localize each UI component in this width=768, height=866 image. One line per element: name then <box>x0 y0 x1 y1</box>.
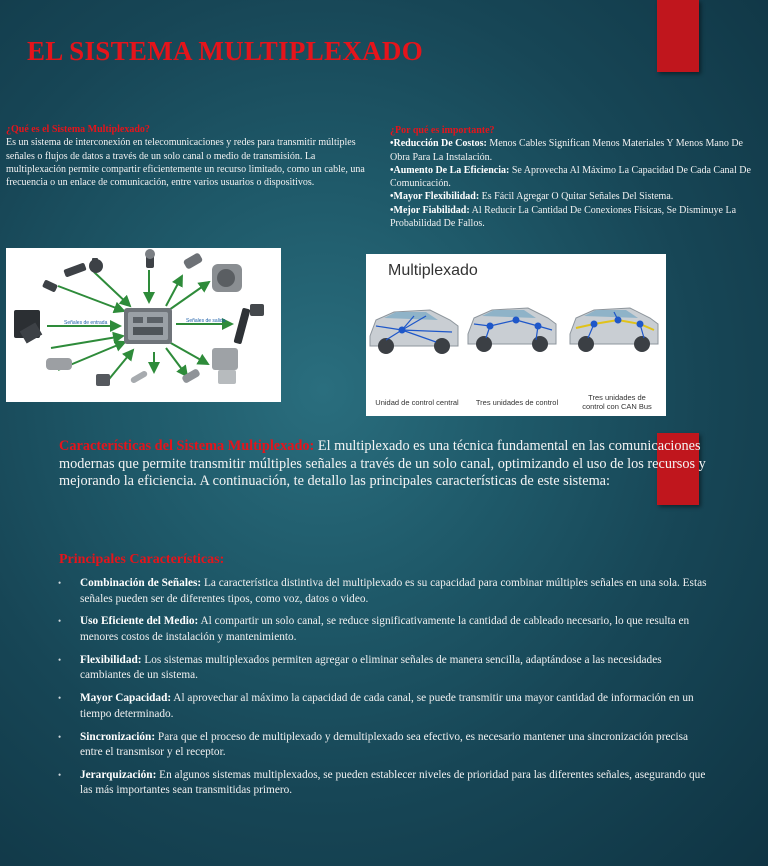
importance-item-label: •Reducción De Costos: <box>390 138 487 150</box>
importance-item <box>390 137 760 164</box>
feature-label: Sincronización: <box>80 730 156 743</box>
input-signals-label: Señales de entrada <box>64 320 108 326</box>
importance-item-text: Menos Cables Significan Menos Materiales Y Menos Mano De Obra Para La Instalación. <box>390 138 743 163</box>
list-item <box>58 691 708 722</box>
feature-text: Al aprovechar al máximo la capacidad de cada canal, se puede transmitir una mayor cantidad de información en un tiempo determinado. <box>80 692 694 720</box>
bullet-icon: • <box>58 731 62 742</box>
page-title: EL SISTEMA MULTIPLEXADO <box>27 36 424 66</box>
features-list <box>58 576 708 806</box>
caption-can-bus: Tres unidades de control con CAN Bus <box>582 393 652 411</box>
feature-label: Uso Eficiente del Medio: <box>80 615 199 628</box>
bullet-icon: • <box>58 769 62 780</box>
importance-item-text: Es Fácil Agregar O Quitar Señales Del Sistema. <box>479 191 674 203</box>
sensors-diagram-svg <box>6 248 281 402</box>
feature-label: Jerarquización: <box>80 768 157 781</box>
feature-text: Al compartir un solo canal, se reduce significativamente la cantidad de cableado necesario, lo que resulta en menores costos de instalación y mantenimiento. <box>80 615 690 643</box>
ecu-icon <box>124 308 172 344</box>
characteristics-text: El multiplexado es una técnica fundamental en las comunicaciones modernas que permite transmitir múltiples señales a través de un solo canal, optimizando el uso de los recursos y mejorando la eficiencia. A continuación, te detallo las principales características de este sistema: <box>59 438 706 489</box>
car-icon <box>570 308 658 352</box>
feature-text: En algunos sistemas multiplexados, se pueden establecer niveles de prioridad para las diferentes señales, asegurando que las más importantes sean transmitidas primero. <box>80 768 706 797</box>
feature-text: Los sistemas multiplexados permiten agregar o eliminar señales de manera sencilla, adaptándose a las necesidades cambiantes de un sistema. <box>80 653 662 682</box>
diagram-title: Multiplexado <box>388 262 478 279</box>
list-item <box>58 576 708 607</box>
caption-central-unit: Unidad de control central <box>375 398 459 407</box>
decorative-red-tab-top <box>657 0 699 72</box>
bullet-icon: • <box>58 578 62 588</box>
bullet-icon: • <box>58 616 62 627</box>
multiplex-sensors-diagram <box>6 248 281 402</box>
car-icon <box>468 308 556 352</box>
importance-heading: ¿Por qué es importante? <box>390 125 495 136</box>
output-signals-label: Señales de salida <box>186 318 226 324</box>
feature-text: Para que el proceso de multiplexado y demultiplexado sea efectivo, es necesario mantener una sincronización precisa entre el transmisor y el receptor. <box>80 730 689 759</box>
importance-item <box>390 164 760 191</box>
feature-label: Flexibilidad: <box>80 653 142 666</box>
main-features-heading: Principales Características: <box>59 552 225 567</box>
list-item <box>58 614 708 645</box>
what-is-heading: ¿Qué es el Sistema Multiplexado? <box>6 124 150 135</box>
importance-item-label: •Mejor Fiabilidad: <box>390 204 470 216</box>
importance-item-label: •Aumento De La Eficiencia: <box>390 164 510 176</box>
importance-item-label: •Mayor Flexibilidad: <box>390 191 480 203</box>
caption-three-units: Tres unidades de control <box>475 398 559 407</box>
characteristics-heading: Características del Sistema Multiplexado: <box>59 438 315 454</box>
bullet-icon: • <box>58 654 62 665</box>
feature-label: Combinación de Señales: <box>80 577 202 589</box>
what-is-text: Es un sistema de interconexión en telecomunicaciones y redes para transmitir múltiples señales o flujos de datos a través de un solo canal o medio de transmisión. La multiplexación permite compartir eficientemente un recurso limitado, como un cable, una frecuencia o un enlace de comunicación, entre varios usuarios o dispositivos. <box>6 137 365 189</box>
importance-item <box>390 204 760 231</box>
bullet-icon: • <box>58 693 62 704</box>
multiplexado-cars-diagram <box>366 254 666 416</box>
importance-item-text: Se Aprovecha Al Máximo La Capacidad De Cada Canal De Comunicación. <box>390 164 751 190</box>
importance-item-text: Al Reducir La Cantidad De Conexiones Físicas, Se Disminuye La Probabilidad De Fallos. <box>390 204 737 230</box>
feature-text: La característica distintiva del multiplexado es su capacidad para combinar múltiples señales en una sola. Estas señales pueden ser de diferentes tipos, como voz, datos o video. <box>80 577 707 605</box>
list-item <box>58 768 708 799</box>
characteristics-intro <box>59 438 719 491</box>
feature-label: Mayor Capacidad: <box>80 692 172 705</box>
car-icon <box>370 310 458 354</box>
importance-item <box>390 190 760 203</box>
cars-svg <box>366 254 666 416</box>
list-item <box>58 653 708 684</box>
list-item <box>58 730 708 761</box>
importance-section <box>390 124 760 230</box>
what-is-section <box>6 123 368 189</box>
